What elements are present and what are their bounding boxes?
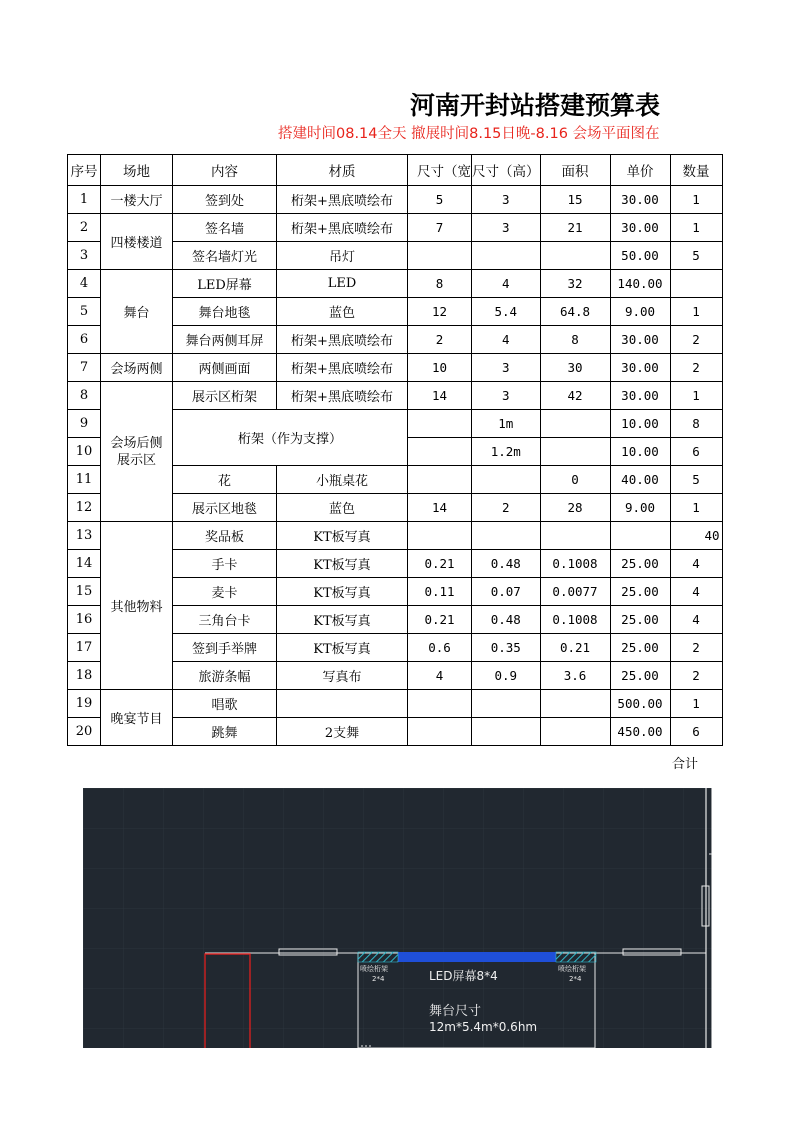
cell-venue: 一楼大厅 — [101, 186, 173, 214]
cell-height: 2 — [472, 494, 541, 522]
cell-content: 签到手举牌 — [173, 634, 277, 662]
cell-material: LED — [277, 270, 408, 298]
cell-height: 3 — [472, 186, 541, 214]
cell-no: 13 — [68, 522, 101, 550]
table-row — [68, 354, 723, 382]
cell-area: 42 — [540, 382, 610, 410]
cell-content: 签名墙 — [173, 214, 277, 242]
header-height: 尺寸（高） — [472, 155, 541, 186]
cell-price: 50.00 — [610, 242, 670, 270]
cell-qty: 1 — [670, 382, 722, 410]
led-screen-label: LED屏幕8*4 — [429, 969, 498, 983]
cell-area — [540, 690, 610, 718]
cell-price: 10.00 — [610, 438, 670, 466]
cell-qty: 40 — [670, 522, 722, 550]
table-row — [68, 214, 723, 242]
cell-height — [472, 690, 541, 718]
cell-area — [540, 718, 610, 746]
led-screen — [398, 952, 556, 962]
cell-venue: 四楼楼道 — [101, 214, 173, 270]
cell-content: 手卡 — [173, 550, 277, 578]
cell-no: 6 — [68, 326, 101, 354]
cell-area: 32 — [540, 270, 610, 298]
cell-price: 25.00 — [610, 662, 670, 690]
header-price: 单价 — [610, 155, 670, 186]
cell-price: 140.00 — [610, 270, 670, 298]
cell-width — [408, 522, 472, 550]
cell-price: 500.00 — [610, 690, 670, 718]
cell-qty: 4 — [670, 578, 722, 606]
cell-area: 28 — [540, 494, 610, 522]
left-truss-size: 2*4 — [372, 975, 385, 983]
cell-width: 0.21 — [408, 606, 472, 634]
header-area: 面积 — [540, 155, 610, 186]
cell-content: 签名墙灯光 — [173, 242, 277, 270]
budget-table — [67, 154, 723, 746]
cell-material: KT板写真 — [277, 522, 408, 550]
table-row — [68, 270, 723, 298]
cell-material: KT板写真 — [277, 578, 408, 606]
stage-size: 12m*5.4m*0.6hm — [429, 1020, 538, 1034]
cell-material: 写真布 — [277, 662, 408, 690]
header-material: 材质 — [277, 155, 408, 186]
cell-height — [472, 718, 541, 746]
cell-width: 4 — [408, 662, 472, 690]
cell-venue: 晚宴节目 — [101, 690, 173, 746]
cell-width: 0.6 — [408, 634, 472, 662]
cell-area — [540, 242, 610, 270]
page-title: 河南开封站搭建预算表 — [409, 91, 660, 120]
cell-width: 12 — [408, 298, 472, 326]
cell-content: 桁架（作为支撑） — [173, 410, 408, 466]
floor-plan-drawing — [83, 788, 712, 1048]
venue-floor-plan — [83, 788, 712, 1048]
cell-content: 舞台两侧耳屏 — [173, 326, 277, 354]
cell-width: 2 — [408, 326, 472, 354]
cell-area: 0.21 — [540, 634, 610, 662]
cell-content: 旅游条幅 — [173, 662, 277, 690]
cell-area — [540, 438, 610, 466]
cell-width: 8 — [408, 270, 472, 298]
cell-no: 19 — [68, 690, 101, 718]
table-row — [68, 522, 723, 550]
cell-width: 14 — [408, 494, 472, 522]
cell-area: 0 — [540, 466, 610, 494]
cell-material: 蓝色 — [277, 494, 408, 522]
cell-height: 5.4 — [472, 298, 541, 326]
cell-qty: 1 — [670, 690, 722, 718]
cell-width: 0.21 — [408, 550, 472, 578]
cell-no: 15 — [68, 578, 101, 606]
cell-qty: 8 — [670, 410, 722, 438]
cell-no: 11 — [68, 466, 101, 494]
table-row — [68, 382, 723, 410]
cell-width — [408, 242, 472, 270]
table-row — [68, 690, 723, 718]
cell-area: 0.1008 — [540, 550, 610, 578]
cell-venue: 其他物料 — [101, 522, 173, 690]
cell-width: 5 — [408, 186, 472, 214]
header-no: 序号 — [68, 155, 101, 186]
cell-qty: 2 — [670, 634, 722, 662]
cell-content: 唱歌 — [173, 690, 277, 718]
cell-material: 桁架+黑底喷绘布 — [277, 382, 408, 410]
cell-height — [472, 242, 541, 270]
cell-width — [408, 410, 472, 438]
table-row — [68, 186, 723, 214]
cell-qty: 5 — [670, 466, 722, 494]
cad-grid — [83, 788, 712, 1048]
cell-no: 18 — [68, 662, 101, 690]
cell-price: 30.00 — [610, 354, 670, 382]
cell-width — [408, 690, 472, 718]
cell-height: 4 — [472, 270, 541, 298]
cell-venue: 会场两侧 — [101, 354, 173, 382]
cell-content: 花 — [173, 466, 277, 494]
cell-price — [610, 522, 670, 550]
schedule-subtitle: 搭建时间08.14全天 撤展时间8.15日晚-8.16 会场平面图在 — [278, 126, 660, 142]
cell-material: 小瓶桌花 — [277, 466, 408, 494]
stage-title: 舞台尺寸 — [429, 1004, 482, 1019]
cell-area — [540, 522, 610, 550]
cell-qty: 2 — [670, 662, 722, 690]
cell-area: 21 — [540, 214, 610, 242]
cell-price: 25.00 — [610, 606, 670, 634]
cell-price: 30.00 — [610, 214, 670, 242]
cell-content: 跳舞 — [173, 718, 277, 746]
cell-material — [277, 690, 408, 718]
cell-price: 25.00 — [610, 634, 670, 662]
cell-area: 8 — [540, 326, 610, 354]
cell-qty — [670, 270, 722, 298]
cell-content: 两侧画面 — [173, 354, 277, 382]
cell-area: 64.8 — [540, 298, 610, 326]
cell-height: 3 — [472, 354, 541, 382]
cell-content: 展示区桁架 — [173, 382, 277, 410]
cell-qty: 5 — [670, 242, 722, 270]
cell-height — [472, 466, 541, 494]
cell-price: 30.00 — [610, 326, 670, 354]
cell-content: 展示区地毯 — [173, 494, 277, 522]
cell-area: 15 — [540, 186, 610, 214]
cell-material: 桁架+黑底喷绘布 — [277, 354, 408, 382]
cell-no: 8 — [68, 382, 101, 410]
table-header-row — [68, 155, 723, 186]
header-venue: 场地 — [101, 155, 173, 186]
left-truss-label: 喷绘桁架 — [360, 965, 388, 973]
cell-no: 20 — [68, 718, 101, 746]
cell-height: 0.9 — [472, 662, 541, 690]
cell-venue: 会场后侧展示区 — [101, 382, 173, 522]
cell-width: 14 — [408, 382, 472, 410]
cell-height: 1.2m — [472, 438, 541, 466]
cell-no: 3 — [68, 242, 101, 270]
cell-qty: 4 — [670, 606, 722, 634]
cell-material: KT板写真 — [277, 634, 408, 662]
cell-area: 0.0077 — [540, 578, 610, 606]
cell-price: 450.00 — [610, 718, 670, 746]
cell-qty: 1 — [670, 298, 722, 326]
cell-price: 25.00 — [610, 550, 670, 578]
cell-venue: 舞台 — [101, 270, 173, 354]
header-width: 尺寸（宽 — [408, 155, 472, 186]
header-content: 内容 — [173, 155, 277, 186]
cell-no: 16 — [68, 606, 101, 634]
cell-material: 桁架+黑底喷绘布 — [277, 214, 408, 242]
cell-no: 9 — [68, 410, 101, 438]
cell-content: 三角台卡 — [173, 606, 277, 634]
cell-no: 17 — [68, 634, 101, 662]
cell-height: 0.48 — [472, 606, 541, 634]
cell-area: 30 — [540, 354, 610, 382]
cell-qty: 2 — [670, 326, 722, 354]
cell-material: 吊灯 — [277, 242, 408, 270]
cell-height: 0.48 — [472, 550, 541, 578]
cell-qty: 2 — [670, 354, 722, 382]
cell-qty: 4 — [670, 550, 722, 578]
cell-material: 桁架+黑底喷绘布 — [277, 326, 408, 354]
cell-no: 14 — [68, 550, 101, 578]
right-truss-label: 喷绘桁架 — [558, 965, 586, 973]
left-truss — [358, 952, 398, 962]
right-truss-size: 2*4 — [569, 975, 582, 983]
cell-no: 10 — [68, 438, 101, 466]
cell-height: 4 — [472, 326, 541, 354]
cell-no: 1 — [68, 186, 101, 214]
cell-area: 0.1008 — [540, 606, 610, 634]
cell-qty: 6 — [670, 438, 722, 466]
cell-qty: 6 — [670, 718, 722, 746]
cell-height: 0.35 — [472, 634, 541, 662]
cell-qty: 1 — [670, 494, 722, 522]
cell-price: 25.00 — [610, 578, 670, 606]
cell-no: 7 — [68, 354, 101, 382]
cell-material: 蓝色 — [277, 298, 408, 326]
cell-price: 30.00 — [610, 186, 670, 214]
cell-width: 10 — [408, 354, 472, 382]
cell-area: 3.6 — [540, 662, 610, 690]
cell-qty: 1 — [670, 186, 722, 214]
cell-content: 麦卡 — [173, 578, 277, 606]
cell-height: 1m — [472, 410, 541, 438]
cell-width: 7 — [408, 214, 472, 242]
cell-content: LED屏幕 — [173, 270, 277, 298]
cell-height — [472, 522, 541, 550]
cell-content: 舞台地毯 — [173, 298, 277, 326]
cell-price: 30.00 — [610, 382, 670, 410]
cell-no: 2 — [68, 214, 101, 242]
cell-area — [540, 410, 610, 438]
cell-no: 5 — [68, 298, 101, 326]
cell-height: 3 — [472, 214, 541, 242]
cell-content: 签到处 — [173, 186, 277, 214]
cell-no: 12 — [68, 494, 101, 522]
cell-price: 10.00 — [610, 410, 670, 438]
cell-material: KT板写真 — [277, 550, 408, 578]
cell-content: 奖品板 — [173, 522, 277, 550]
total-label: 合计 — [672, 757, 699, 772]
cell-width — [408, 718, 472, 746]
cell-height: 3 — [472, 382, 541, 410]
cell-material: 2支舞 — [277, 718, 408, 746]
header-qty: 数量 — [670, 155, 722, 186]
cell-price: 9.00 — [610, 298, 670, 326]
cell-price: 9.00 — [610, 494, 670, 522]
cell-width — [408, 438, 472, 466]
cell-material: KT板写真 — [277, 606, 408, 634]
cell-height: 0.07 — [472, 578, 541, 606]
cell-width: 0.11 — [408, 578, 472, 606]
cell-price: 40.00 — [610, 466, 670, 494]
cell-material: 桁架+黑底喷绘布 — [277, 186, 408, 214]
cell-qty: 1 — [670, 214, 722, 242]
cell-width — [408, 466, 472, 494]
cell-no: 4 — [68, 270, 101, 298]
right-truss — [556, 952, 596, 962]
